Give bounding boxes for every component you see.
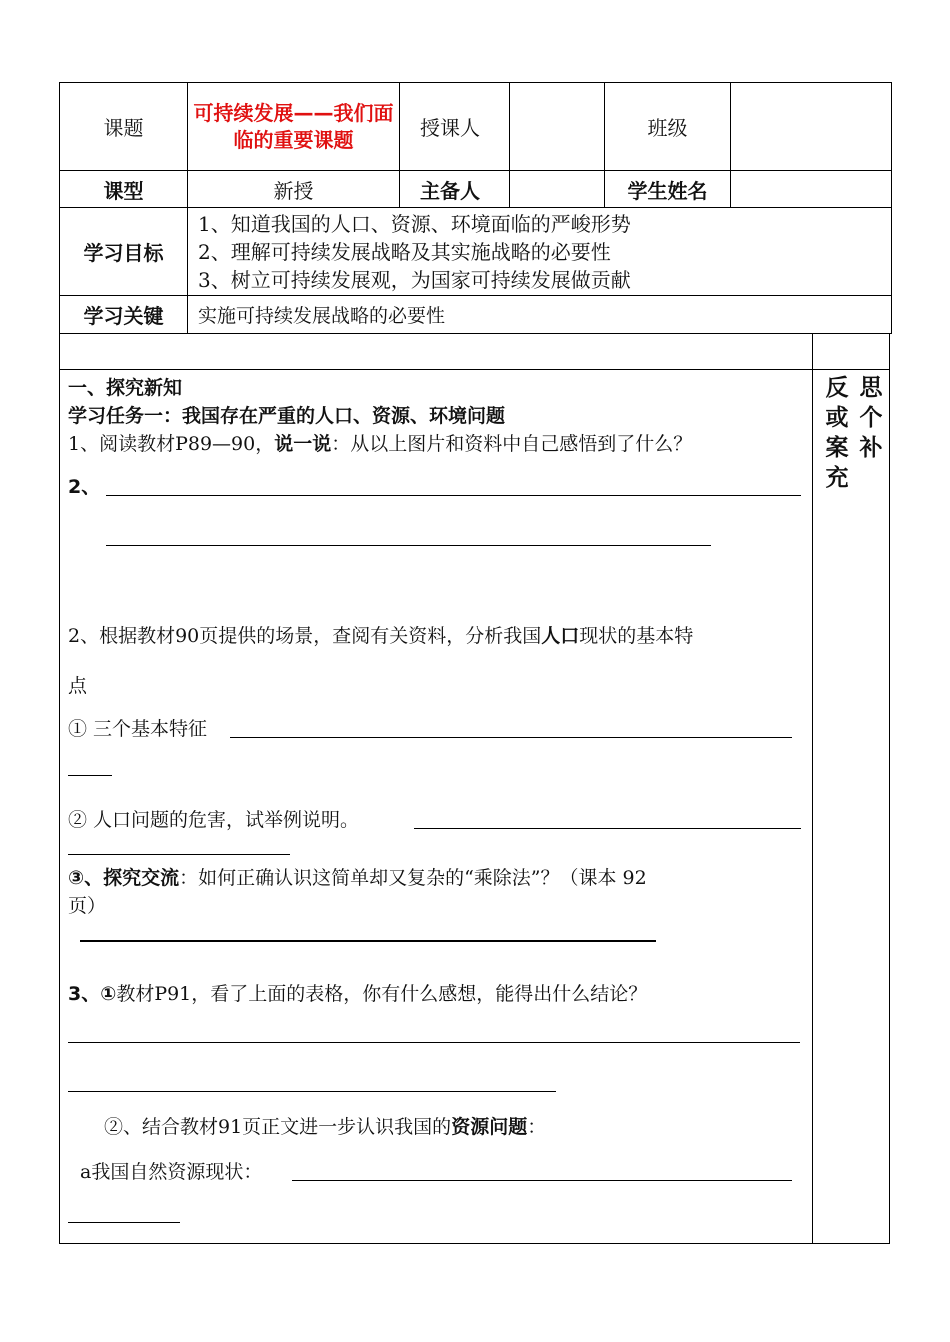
answer-line[interactable]: [230, 737, 792, 738]
side-char: 或: [825, 405, 849, 431]
side-char: 案: [825, 435, 849, 461]
question-4: 3、①教材P91，看了上面的表格，你有什么感想，能得出什么结论？: [68, 983, 648, 1005]
answer-line[interactable]: [68, 1222, 180, 1223]
student-name-label: 学生姓名: [605, 171, 731, 208]
answer-line[interactable]: [68, 1042, 800, 1043]
column-divider: [812, 333, 813, 1243]
side-char: 思: [859, 375, 883, 401]
header-row-goals: [60, 208, 892, 296]
row-divider: [60, 369, 890, 370]
side-char: 个: [859, 405, 883, 431]
answer-line[interactable]: [68, 775, 112, 776]
student-name-field[interactable]: [731, 171, 892, 208]
reflection-col-right: [856, 373, 886, 463]
task-heading: 学习任务一：我国存在严重的人口、资源、环境问题: [68, 405, 506, 427]
key-value: 实施可持续发展战略的必要性: [188, 296, 892, 334]
question-4-a: a我国自然资源现状：: [80, 1161, 263, 1183]
answer-line[interactable]: [68, 854, 290, 855]
goal-item: 3、树立可持续发展观，为国家可持续发展做贡献: [198, 267, 631, 292]
question-3-i: ① 三个基本特征: [68, 718, 208, 740]
answer-line[interactable]: [106, 495, 801, 496]
teacher-field[interactable]: [510, 83, 605, 171]
study-content-box: [59, 333, 890, 1244]
class-label: 班级: [605, 83, 731, 171]
answer-line[interactable]: [414, 828, 801, 829]
question-3-iii-cont: 页）: [68, 895, 107, 917]
answer-line[interactable]: [80, 940, 656, 942]
question-3-ii: ② 人口问题的危害，试举例说明。: [68, 809, 360, 831]
answer-line[interactable]: [106, 545, 711, 546]
key-label: 学习关键: [60, 296, 188, 334]
preparer-field[interactable]: [510, 171, 605, 208]
question-3-iii: ③、探究交流：如何正确认识这简单却又复杂的“乘除法”？（课本 92: [68, 867, 647, 889]
question-3-cont: 点: [68, 675, 88, 697]
topic-title: 可持续发展——我们面临的重要课题: [188, 83, 400, 171]
side-char: 充: [825, 465, 849, 491]
reflection-col-left: [822, 373, 852, 493]
header-row-type: [60, 171, 892, 208]
class-field[interactable]: [731, 83, 892, 171]
question-4-ii: ②、结合教材91页正文进一步认识我国的资源问题：: [104, 1116, 547, 1138]
side-char: 补: [859, 435, 883, 461]
preparer-label: 主备人: [400, 171, 510, 208]
section-heading: 一、探究新知: [68, 377, 183, 399]
goal-item: 2、理解可持续发展战略及其实施战略的必要性: [198, 239, 611, 264]
teacher-label: 授课人: [400, 83, 510, 171]
answer-line[interactable]: [68, 1091, 556, 1092]
question-3: 2、根据教材90页提供的场景，查阅有关资料，分析我国人口现状的基本特: [68, 625, 694, 647]
header-row-topic: [60, 83, 892, 171]
topic-label: 课题: [60, 83, 188, 171]
goal-item: 1、知道我国的人口、资源、环境面临的严峻形势: [198, 211, 631, 236]
type-label: 课型: [60, 171, 188, 208]
header-row-key: [60, 296, 892, 334]
goals-list: [188, 208, 892, 296]
goals-label: 学习目标: [60, 208, 188, 296]
side-char: 反: [825, 375, 849, 401]
question-2-label: 2、: [68, 476, 101, 498]
lesson-header-table: [59, 82, 892, 334]
type-value: 新授: [188, 171, 400, 208]
question-1: 1、阅读教材P89—90，说一说：从以上图片和资料中自己感悟到了什么？: [68, 433, 693, 455]
answer-line[interactable]: [292, 1180, 792, 1181]
